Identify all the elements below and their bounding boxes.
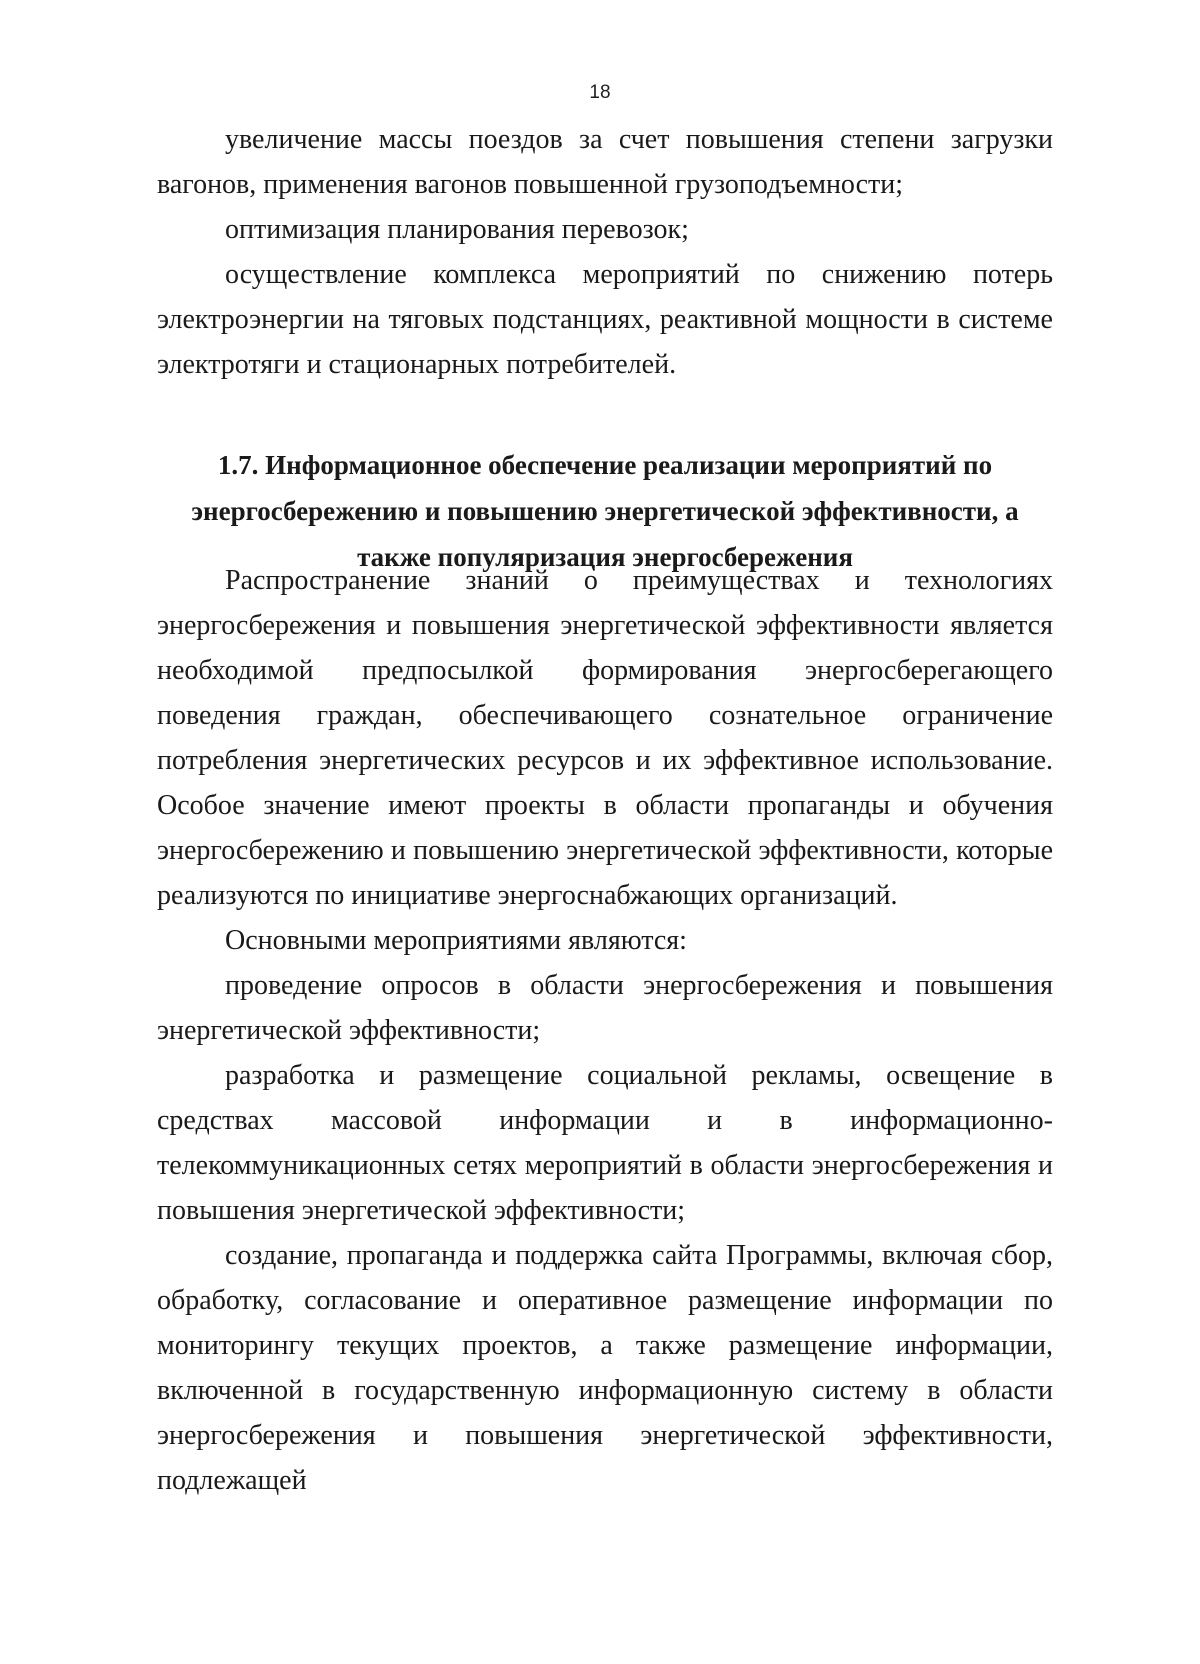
paragraph: создание, пропаганда и поддержка сайта Программы, включая сбор, обработку, согласование и оперативное размещение информации по мониторингу текущих проектов, а также размещение информации, включенной в государственную информационную систему в области энергосбережения и повышения энергетической эффективности, подлежащей: [157, 1240, 1053, 1496]
heading-line: энергосбережению и повышению энергетической эффективности, а: [191, 496, 1019, 526]
paragraph: Основными мероприятиями являются:: [225, 925, 687, 956]
heading-line: 1.7. Информационное обеспечение реализации мероприятий по: [217, 450, 993, 480]
page-number: 18: [589, 82, 611, 103]
paragraph: оптимизация планирования перевозок;: [225, 214, 689, 245]
body-text-block: [157, 558, 1053, 1503]
paragraph: осуществление комплекса мероприятий по снижению потерь электроэнергии на тяговых подстанциях, реактивной мощности в системе электротяги и стационарных потребителей.: [157, 259, 1053, 380]
paragraph: разработка и размещение социальной рекламы, освещение в средствах массовой информации и в информационно-телекоммуникационных сетях мероприятий в области энергосбережения и повышения энергетической эффективности;: [157, 1060, 1053, 1226]
paragraph: увеличение массы поездов за счет повышения степени загрузки вагонов, применения вагонов повышенной грузоподъемности;: [157, 124, 1053, 200]
paragraph: проведение опросов в области энергосбережения и повышения энергетической эффективности;: [157, 970, 1053, 1046]
heading-line: также популяризация энергосбережения: [357, 542, 853, 572]
top-text-block: [157, 117, 1053, 387]
paragraph: Распространение знаний о преимуществах и технологиях энергосбережения и повышения энергетической эффективности является необходимой предпосылкой формирования энергосберегающего поведения граждан, обеспечивающего сознательное ограничение потребления энергетических ресурсов и их эффективное использование. Особое значение имеют проекты в области пропаганды и обучения энергосбережению и повышению энергетической эффективности, которые реализуются по инициативе энергоснабжающих организаций.: [157, 565, 1053, 911]
